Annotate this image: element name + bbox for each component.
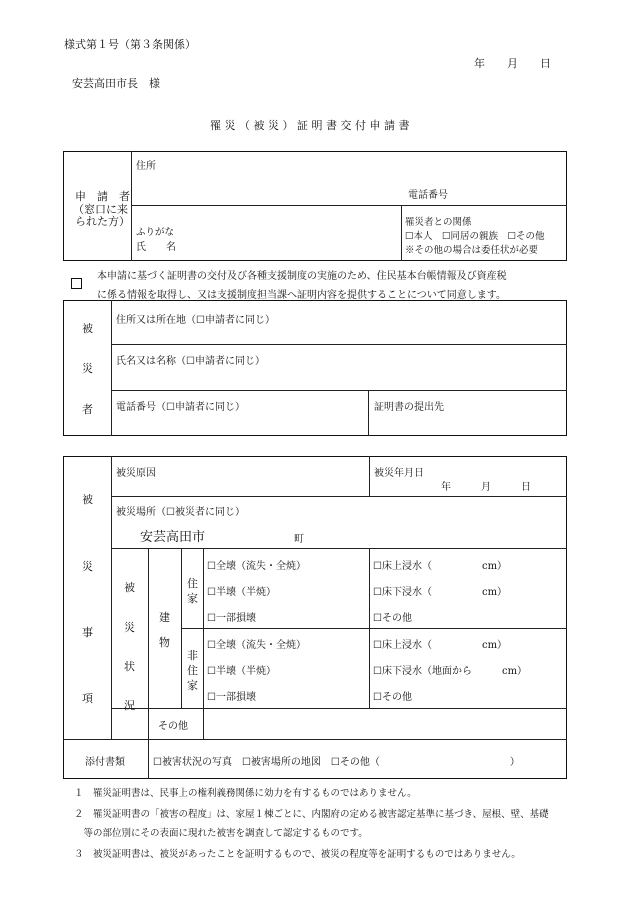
place-city: 安芸高田市: [140, 530, 206, 545]
cause-label: 被災原因: [116, 468, 156, 479]
note-1: １ 罹災証明書は、民事上の権利義務関係に効力を有するものではありません。: [74, 788, 417, 799]
status-label-3: 状: [124, 660, 135, 673]
consent-line-2: に係る情報を取得し、又は支援制度担当課へ証明内容を提供することについて同意します。: [97, 290, 506, 301]
residence-item-partial[interactable]: ☐一部損壊: [207, 613, 256, 624]
nonresidence-label-1: 非: [187, 649, 198, 662]
place-town-suffix: 町: [294, 534, 304, 545]
attachments-label: 添付書類: [85, 757, 125, 768]
date-label: 被災年月日: [374, 468, 424, 479]
applicant-label-3: られた方）: [75, 215, 130, 228]
nonres-item-partial[interactable]: ☐一部損壊: [207, 692, 256, 703]
relation-title: 罹災者との関係: [405, 217, 472, 228]
applicant-name-label: 氏 名: [136, 242, 176, 253]
disaster-label-1: 被: [82, 493, 93, 506]
victim-phone-label: 電話番号（☐申請者に同じ）: [116, 402, 245, 413]
disaster-label-4: 項: [82, 692, 93, 705]
place-label: 被災場所（☐被災者に同じ）: [116, 507, 245, 518]
form-number: 様式第１号（第３条関係）: [64, 38, 196, 51]
victim-label-1: 被: [82, 322, 93, 335]
nonres-item-half[interactable]: ☐半壊（半焼）: [207, 666, 276, 677]
note-3: ３ 被災証明書は、被災があったことを証明するもので、被災の程度等を証明するものではありません。: [74, 849, 521, 860]
consent-line-1: 本申請に基づく証明書の交付及び各種支援制度の実施のため、住民基本台帳情報及び資産税: [97, 271, 507, 282]
applicant-label-2: （窓口に来: [73, 203, 128, 216]
note-2: ２ 罹災証明書の「被害の程度」は、家屋１棟ごとに、内閣府の定める被害認定基準に基づき、屋根、壁、基礎: [74, 809, 549, 820]
residence-item-total[interactable]: ☐全壊（流失・全焼）: [207, 561, 306, 572]
nonres-item-total[interactable]: ☐全壊（流失・全焼）: [207, 640, 306, 651]
residence-label-2: 家: [187, 592, 198, 605]
building-label-2: 物: [159, 636, 170, 649]
other-label: その他: [158, 721, 188, 732]
residence-flood-above[interactable]: ☐床上浸水（ cm）: [373, 561, 508, 572]
applicant-label-1: 申 請 者: [75, 190, 130, 203]
nonresidence-label-3: 家: [187, 679, 198, 692]
nonres-flood-above[interactable]: ☐床上浸水（ cm）: [373, 640, 508, 651]
disaster-label-2: 災: [82, 560, 93, 573]
residence-item-half[interactable]: ☐半壊（半焼）: [207, 587, 276, 598]
date-line: 年 月 日: [474, 57, 551, 70]
victim-name-label: 氏名又は名称（☐申請者に同じ）: [116, 356, 265, 367]
applicant-phone-label: 電話番号: [408, 190, 448, 201]
consent-checkbox[interactable]: [71, 278, 82, 289]
page-title: 罹 災 （ 被 災 ） 証 明 書 交 付 申 請 書: [210, 119, 410, 132]
residence-flood-other[interactable]: ☐その他: [373, 613, 412, 624]
victim-label-3: 者: [82, 403, 93, 416]
building-label-1: 建: [159, 611, 170, 624]
nonres-flood-below[interactable]: ☐床下浸水（地面から cm）: [373, 666, 528, 677]
victim-address-label: 住所又は所在地（☐申請者に同じ）: [116, 315, 275, 326]
note-2-cont: 等の部位別にその表面に現れた被害を調査して認定するものです。: [74, 828, 368, 839]
date-fields: 年 月 日: [441, 482, 531, 493]
relation-options[interactable]: ☐本人 ☐同居の親族 ☐その他: [405, 231, 545, 242]
status-label-1: 被: [124, 581, 135, 594]
relation-note: ※その他の場合は委任状が必要: [405, 245, 539, 256]
victim-label-2: 災: [82, 362, 93, 375]
applicant-furigana-label: ふりがな: [136, 227, 175, 238]
nonresidence-label-2: 住: [187, 664, 198, 677]
status-label-2: 災: [124, 621, 135, 634]
attachments-options[interactable]: ☐被害状況の写真 ☐被害場所の地図 ☐その他（ ）: [153, 757, 520, 768]
status-label-4: 況: [124, 699, 135, 712]
addressee: 安芸高田市長 様: [72, 77, 160, 90]
residence-flood-below[interactable]: ☐床下浸水（ cm）: [373, 587, 508, 598]
victim-submit-to-label: 証明書の提出先: [374, 402, 444, 413]
applicant-address-label: 住所: [136, 161, 156, 172]
residence-label-1: 住: [187, 577, 198, 590]
disaster-label-3: 事: [82, 626, 93, 639]
nonres-flood-other[interactable]: ☐その他: [373, 692, 412, 703]
